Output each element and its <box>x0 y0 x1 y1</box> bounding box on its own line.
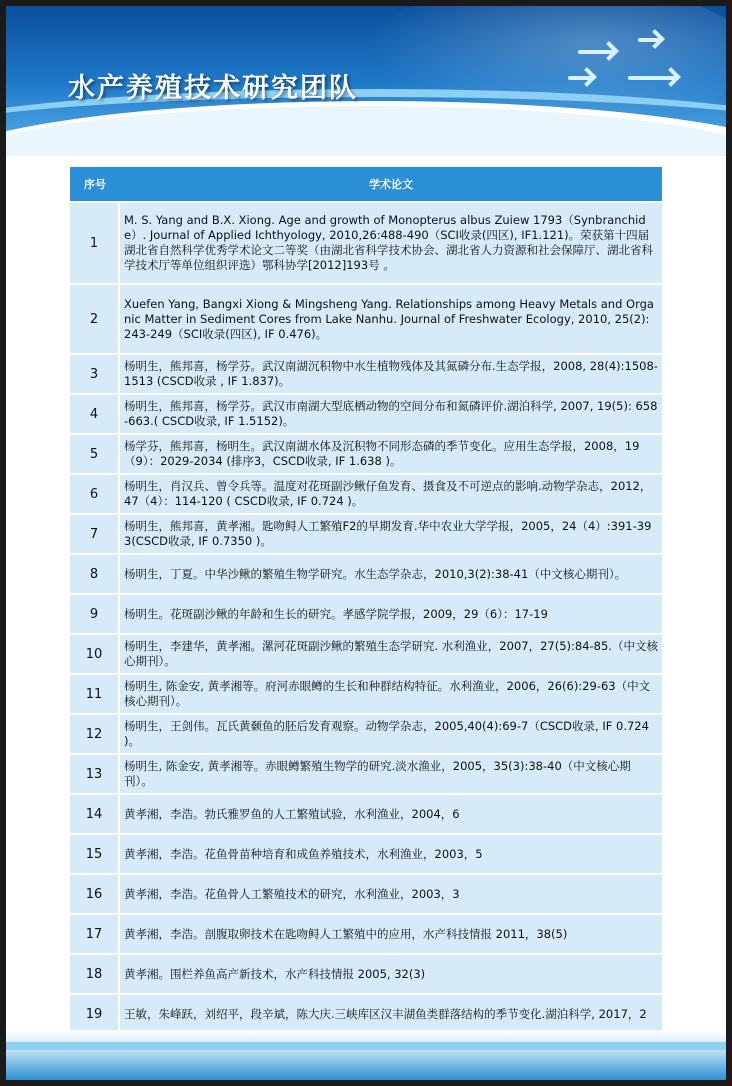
paper-citation: M. S. Yang and B.X. Xiong. Age and growth of Monopterus albus Zuiew 1793（Synbranchide）. Journal of Applied Ichthyology, 2010,26:488-490（SCI收录(四区), IF1.121)。荣获第十四届湖北省自然科学优秀学术论文二等奖（由湖北省科学技术协会、湖北省人力资源和社会保障厅、湖北省科学技术厅等单位组织评选）鄂科协学[2012]193号 。 <box>120 203 662 283</box>
table-row <box>70 995 662 1033</box>
paper-citation: 黄孝湘，李浩。花鱼骨人工繁殖技术的研究，水利渔业，2003，3 <box>120 875 662 913</box>
row-number: 16 <box>70 875 120 913</box>
footer-stripe <box>6 1042 726 1050</box>
row-number: 12 <box>70 715 120 753</box>
row-number: 6 <box>70 475 120 513</box>
row-number: 13 <box>70 755 120 793</box>
paper-citation: 杨明生, 陈金安, 黄孝湘等。赤眼鳟繁殖生物学的研究.淡水渔业，2005，35(3):38-40（中文核心期刊）。 <box>120 755 662 793</box>
row-number: 15 <box>70 835 120 873</box>
table-row <box>70 715 662 753</box>
row-number: 4 <box>70 395 120 433</box>
paper-citation: 黄孝湘。围栏养鱼高产新技术，水产科技情报 2005, 32(3) <box>120 955 662 993</box>
column-header-paper: 学术论文 <box>120 167 662 201</box>
table-row <box>70 355 662 393</box>
table-row <box>70 475 662 513</box>
table-row <box>70 435 662 473</box>
paper-citation: 杨明生，丁夏。中华沙鳅的繁殖生物学研究。水生态学杂志，2010,3(2):38-41（中文核心期刊）。 <box>120 555 662 593</box>
row-number: 17 <box>70 915 120 953</box>
row-number: 2 <box>70 285 120 353</box>
paper-citation: 王敏，朱峰跃，刘绍平，段辛斌，陈大庆.三峡库区汉丰湖鱼类群落结构的季节变化.湖泊科学, 2017，2 <box>120 995 662 1033</box>
row-number: 9 <box>70 595 120 633</box>
paper-citation: 杨明生，肖汉兵、曾令兵等。温度对花斑副沙鳅仔鱼发育、摄食及不可逆点的影响.动物学杂志，2012，47（4）：114-120 ( CSCD收录, IF 0.724 )。 <box>120 475 662 513</box>
paper-citation: Xuefen Yang, Bangxi Xiong & Mingsheng Yang. Relationships among Heavy Metals and Organic Matter in Sediment Cores from Lake Nanhu. Journal of Freshwater Ecology, 2010, 25(2): 243-249（SCI收录(四区), IF 0.476)。 <box>120 285 662 353</box>
paper-citation: 黄孝湘，李浩。花鱼骨苗种培育和成鱼养殖技术，水利渔业，2003，5 <box>120 835 662 873</box>
table-row <box>70 915 662 953</box>
paper-citation: 杨明生，王剑伟。瓦氏黄颡鱼的胚后发育观察。动物学杂志，2005,40(4):69-7（CSCD收录, IF 0.724 )。 <box>120 715 662 753</box>
row-number: 11 <box>70 675 120 713</box>
row-number: 10 <box>70 635 120 673</box>
table-row <box>70 635 662 673</box>
papers-table <box>70 165 662 1035</box>
column-header-number: 序号 <box>70 167 120 201</box>
arrow-icon <box>568 76 592 80</box>
table-row <box>70 555 662 593</box>
footer-band <box>6 1030 726 1080</box>
paper-citation: 杨明生, 陈金安, 黄孝湘等。府河赤眼鳟的生长和种群结构特征。水利渔业，2006，26(6):29-63（中文核心期刊）。 <box>120 675 662 713</box>
row-number: 7 <box>70 515 120 553</box>
table-row <box>70 203 662 283</box>
row-number: 5 <box>70 435 120 473</box>
page-title: 水产养殖技术研究团队 <box>68 73 358 104</box>
paper-citation: 杨明生，熊邦喜，杨学芬。武汉南湖沉积物中水生植物残体及其氮磷分布.生态学报，2008, 28(4):1508-1513 (CSCD收录 , IF 1.837)。 <box>120 355 662 393</box>
arrow-icon <box>628 76 676 80</box>
paper-citation: 杨学芬，熊邦喜，杨明生。武汉南湖水体及沉积物不同形态磷的季节变化。应用生态学报，2008，19（9）：2029-2034 (排序3，CSCD收录, IF 1.638 )。 <box>120 435 662 473</box>
row-number: 8 <box>70 555 120 593</box>
paper-citation: 杨明生，熊邦喜，黄孝湘。匙吻鲟人工繁殖F2的早期发育.华中农业大学学报，2005，24（4）:391-393(CSCD收录, IF 0.7350 )。 <box>120 515 662 553</box>
table-row <box>70 395 662 433</box>
header-banner <box>6 6 726 156</box>
paper-citation: 杨明生，李建华，黄孝湘。漯河花斑副沙鳅的繁殖生态学研究. 水利渔业，2007，27(5):84-85.（中文核心期刊）。 <box>120 635 662 673</box>
table-header-row <box>70 167 662 201</box>
row-number: 18 <box>70 955 120 993</box>
row-number: 1 <box>70 203 120 283</box>
table-row <box>70 515 662 553</box>
table-row <box>70 955 662 993</box>
table-row <box>70 675 662 713</box>
row-number: 14 <box>70 795 120 833</box>
table-row <box>70 755 662 793</box>
paper-citation: 杨明生，熊邦喜，杨学芬。武汉市南湖大型底栖动物的空间分布和氮磷评价.湖泊科学, 2007, 19(5): 658-663.( CSCD收录, IF 1.5152)。 <box>120 395 662 433</box>
table-row <box>70 835 662 873</box>
paper-citation: 黄孝湘，李浩。勃氏雅罗鱼的人工繁殖试验，水利渔业，2004，6 <box>120 795 662 833</box>
row-number: 3 <box>70 355 120 393</box>
table-row <box>70 875 662 913</box>
table-row <box>70 285 662 353</box>
paper-citation: 杨明生。花斑副沙鳅的年龄和生长的研究。孝感学院学报，2009，29（6）：17-19 <box>120 595 662 633</box>
arrow-icon <box>578 50 614 54</box>
row-number: 19 <box>70 995 120 1033</box>
paper-citation: 黄孝湘，李浩。剖腹取卵技术在匙吻鲟人工繁殖中的应用，水产科技情报 2011，38(5) <box>120 915 662 953</box>
table-row <box>70 795 662 833</box>
arrow-icon <box>638 38 660 42</box>
table-row <box>70 595 662 633</box>
